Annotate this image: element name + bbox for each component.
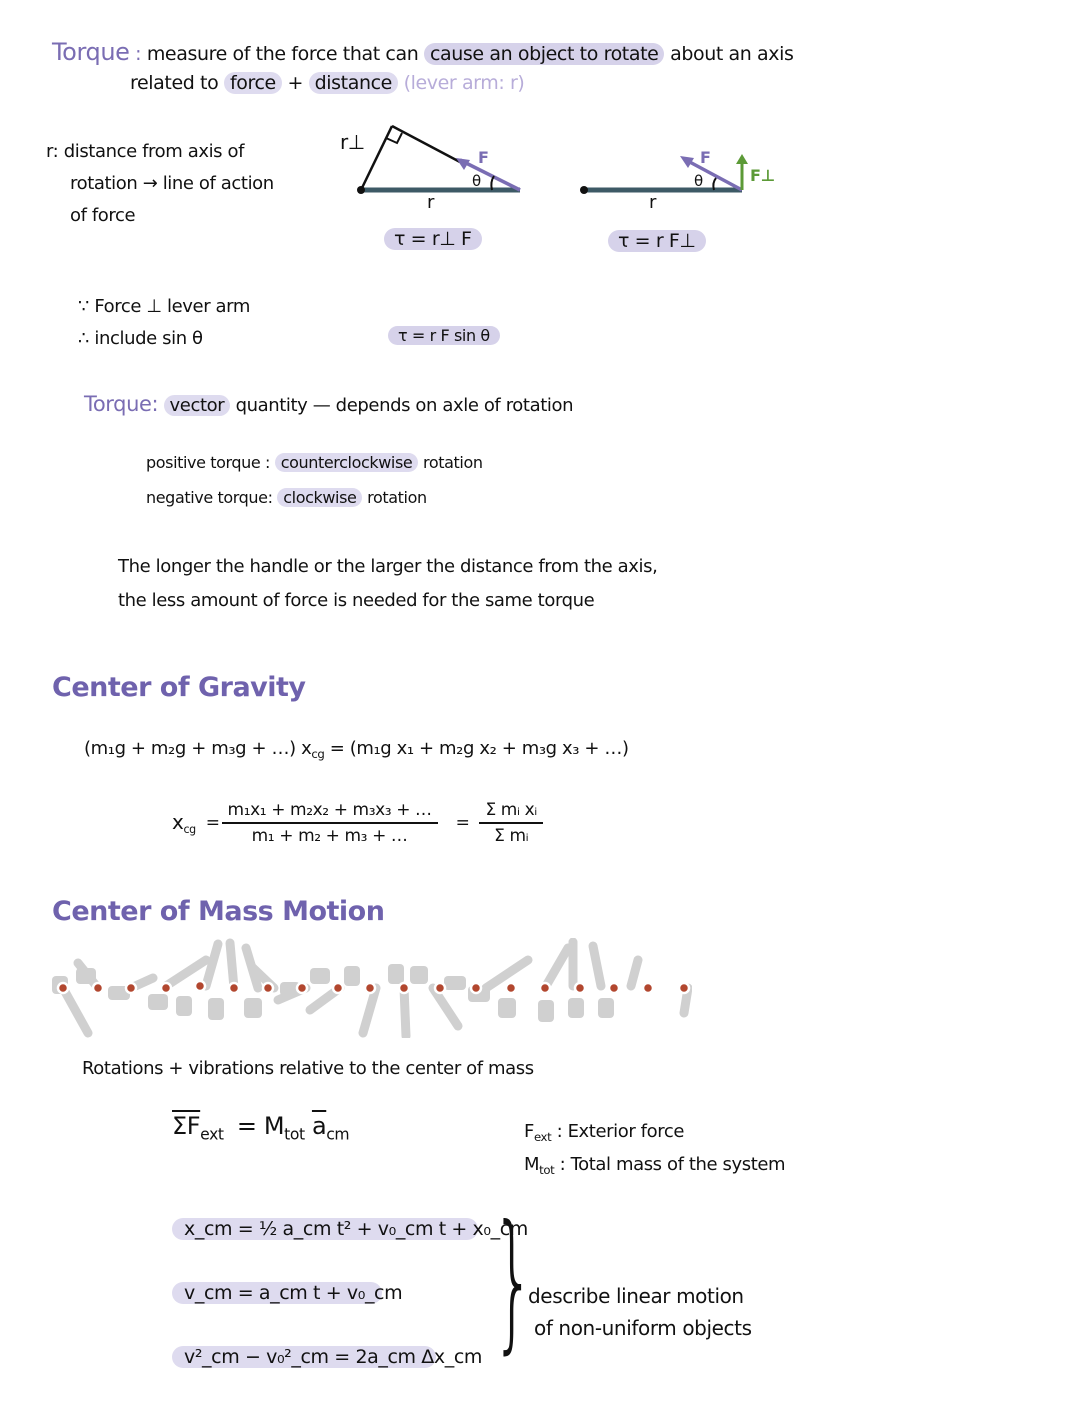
label-theta-1: θ (472, 172, 481, 190)
label-theta-2: θ (694, 172, 703, 190)
label-r-1: r (427, 192, 435, 213)
legend-mtot: $M_{tot}$ : Total mass of the system (524, 1154, 786, 1178)
legend-fext: $F_{ext}$ : Exterior force (524, 1121, 684, 1145)
rotations-note: Rotations + vibrations relative to the center of mass (82, 1058, 534, 1079)
formula-r-perp-f: τ = r⊥ F (384, 228, 482, 250)
torque-related: related to force + distance (lever arm: r) (130, 72, 525, 94)
kinematic-equation-position: x_cm = ½ a_cm t² + v₀_cm t + x₀_cm (172, 1218, 478, 1240)
variable-legend (524, 1118, 785, 1184)
lever-arm-diagram-2 (570, 140, 780, 200)
positive-torque-line: positive torque : counterclockwise rotation (146, 453, 483, 472)
formula-r-f-perp: τ = r F⊥ (608, 230, 706, 252)
highlight-rotate: cause an object to rotate (424, 43, 664, 65)
torque-term: Torque (52, 38, 130, 66)
wrench-motion-illustration (48, 938, 692, 1038)
center-of-gravity-heading: Center of Gravity (52, 672, 306, 703)
newton-second-law-equation: $\overline{\Sigma F}_{ext} = M_{tot}$ $\overline{a}_{cm}$ (172, 1112, 350, 1144)
center-of-mass-motion-heading: Center of Mass Motion (52, 896, 385, 927)
kinematic-equation-velocity-squared: v²_cm − v₀²_cm = 2a_cm Δx_cm (172, 1346, 436, 1368)
cg-sum-fraction: $\frac{\text{Σ mᵢ xᵢ}}{\text{Σ mᵢ}}$ (479, 800, 542, 846)
label-f-2: F (700, 148, 711, 167)
cg-fraction: $\frac{\text{m₁x₁ + m₂x₂ + m₃x₃ + …}}{\text{m₁ + m₂ + m₃ + …}}$ (230, 800, 430, 846)
r-definition: r: distance from axis of rotation → line of action of force (46, 141, 274, 226)
cg-equation-2: $x_{cg}$ = $\frac{\text{m₁x₁ + m₂x₂ + m₃x₃ + …}}{\text{m₁ + m₂ + m₃ + …}}$ = $\frac{\text{Σ mᵢ xᵢ}}{\text{Σ mᵢ}}$ (172, 800, 543, 846)
because-line: ∵ Force ⊥ lever arm (78, 296, 250, 317)
label-f-1: F (478, 148, 489, 167)
label-r-perp-1: r⊥ (340, 130, 365, 154)
curly-brace: } (492, 1194, 535, 1368)
brace-note: describe linear motion of non-uniform objects (528, 1284, 752, 1340)
therefore-line: ∴ include sin θ (78, 328, 203, 349)
cg-equation-1: (m₁g + m₂g + m₃g + …) $x_{cg} = (m_1g$ x₁ + m₂g x₂ + m₃g x₃ + …) (84, 738, 629, 762)
formula-rf-sin: τ = r F sin θ (388, 326, 500, 345)
handle-note: The longer the handle or the larger the distance from the axis, the less amount of force is needed for the same torque (118, 556, 658, 611)
label-f-perp: F⊥ (750, 166, 775, 185)
label-r-2: r (649, 192, 657, 213)
negative-torque-line: negative torque: clockwise rotation (146, 488, 427, 507)
lever-arm-note: (lever arm: r) (403, 72, 525, 94)
torque-vector-line: Torque: vector quantity — depends on axle of rotation (84, 392, 574, 416)
torque-definition: Torque : measure of the force that can cause an object to rotate about an axis (52, 38, 794, 66)
kinematic-equation-velocity: v_cm = a_cm t + v₀_cm (172, 1282, 382, 1304)
